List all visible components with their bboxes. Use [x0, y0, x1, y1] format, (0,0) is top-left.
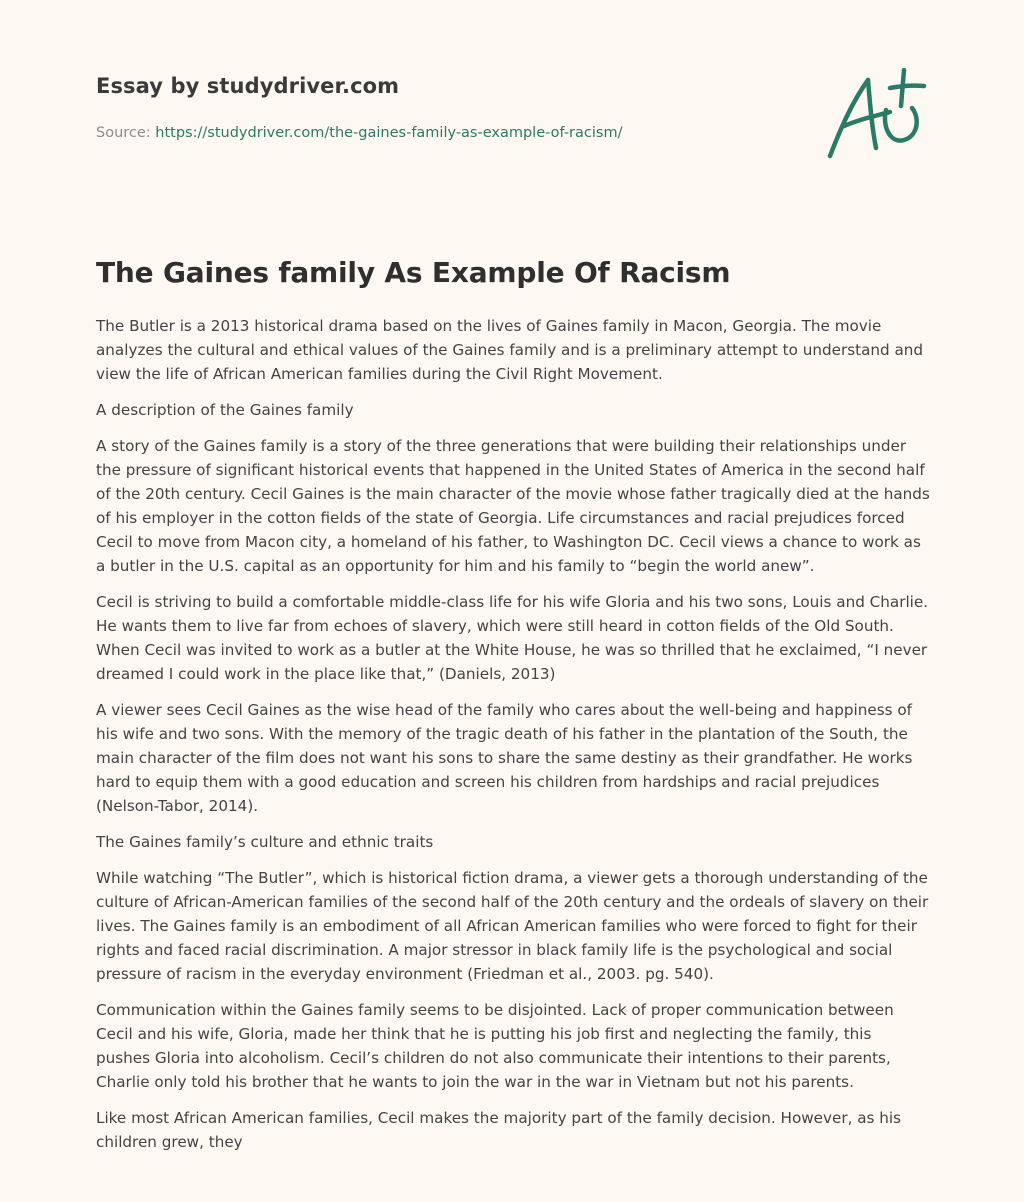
- source-line: [96, 125, 622, 141]
- paragraph-communication: Communication within the Gaines family seems to be disjointed. Lack of proper communication between Cecil and his wife, Gloria, made her think that he is putting his job first and neglecting the family, this pushes Gloria into alcoholism. Cecil’s children do not also communicate their intentions to their parents, Charlie only told his brother that he wants to join the war in the war in Vietnam but not his parents.: [96, 1001, 894, 1091]
- paragraph-story: A story of the Gaines family is a story of the three generations that were building their relationships under the pressure of significant historical events that happened in the United States of America in the second half of the 20th century. Cecil Gaines is the main character of the movie whose father tragically died at the hands of his employer in the cotton fields of the state of Georgia. Life circumstances and racial prejudices forced Cecil to move from Macon city, a homeland of his father, to Washington DC. Cecil views a chance to work as a butler in the U.S. capital as an opportunity for him and his family to “begin the world anew”.: [96, 437, 930, 575]
- source-link[interactable]: https://studydriver.com/the-gaines-family-as-example-of-racism/: [155, 125, 623, 141]
- paragraph-wise-head: A viewer sees Cecil Gaines as the wise head of the family who cares about the well-being and happiness of his wife and two sons. With the memory of the tragic death of his father in the plantation of the South, the main character of the film does not want his sons to share the same destiny as their grandfather. He works hard to equip them with a good education and screen his children from hardships and racial prejudices (Nelson-Tabor, 2014).: [96, 701, 913, 815]
- section-heading-culture: The Gaines family’s culture and ethnic traits: [96, 833, 434, 851]
- essay-body: [96, 314, 930, 1166]
- paragraph-cecil-life: Cecil is striving to build a comfortable middle-class life for his wife Gloria and his two sons, Louis and Charlie. He wants them to live far from echoes of slavery, which were still heard in cotton fields of the Old South. When Cecil was invited to work as a butler at the White House, he was so thrilled that he exclaimed, “I never dreamed I could work in the place like that,” (Daniels, 2013): [96, 593, 929, 683]
- paragraph-decision: Like most African American families, Cecil makes the majority part of the family decision. However, as his children grew, they: [96, 1109, 902, 1151]
- site-title: Essay by studydriver.com: [96, 74, 400, 98]
- paragraph-watching: While watching “The Butler”, which is historical fiction drama, a viewer gets a thorough understanding of the culture of African-American families of the second half of the 20th century and the ordeals of slavery on their lives. The Gaines family is an embodiment of all African American families who were forced to fight for their rights and faced racial discrimination. A major stressor in black family life is the psychological and social pressure of racism in the everyday environment (Friedman et al., 2003. pg. 540).: [96, 869, 929, 983]
- site-header: [96, 74, 930, 174]
- section-heading-description: A description of the Gaines family: [96, 401, 354, 419]
- paragraph-intro: The Butler is a 2013 historical drama based on the lives of Gaines family in Macon, Georgia. The movie analyzes the cultural and ethical values of the Gaines family and is a preliminary attempt to understand and view the life of African American families during the Civil Right Movement.: [96, 317, 924, 383]
- essay-title: The Gaines family As Example Of Racism: [96, 256, 731, 289]
- source-label: Source:: [96, 125, 151, 141]
- a-plus-logo-icon: [824, 68, 928, 164]
